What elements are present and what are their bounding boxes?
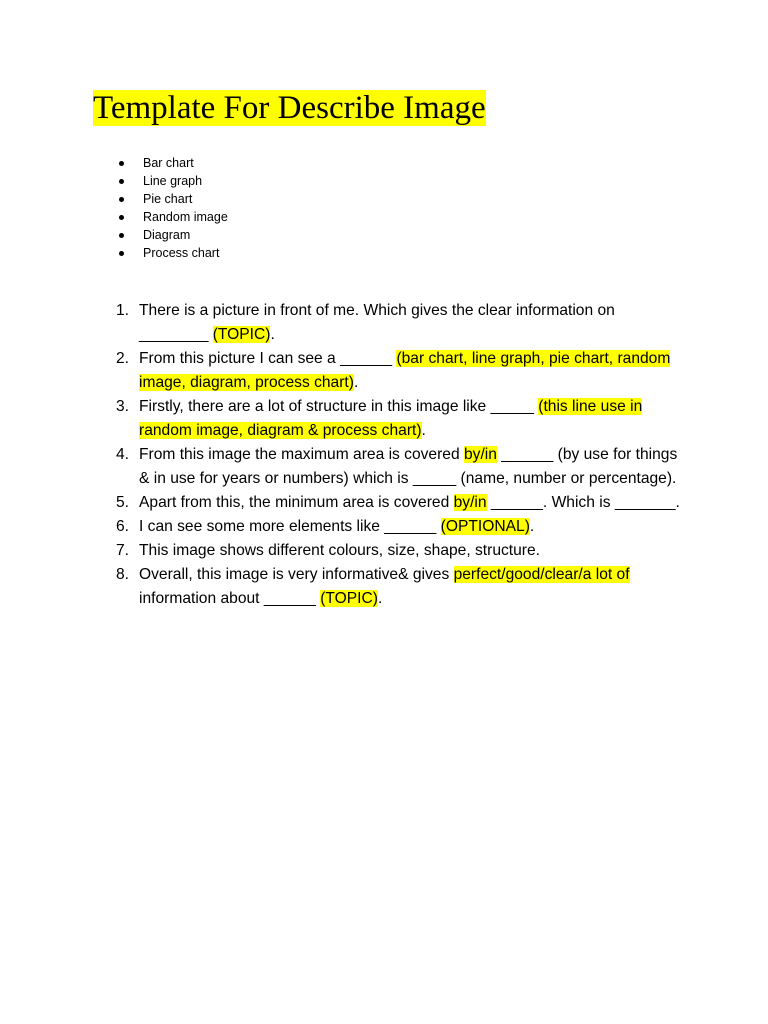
template-steps-list [116,299,686,611]
step-text: . [421,422,426,439]
step-highlight-text: perfect/good/clear/a lot of [453,566,630,583]
step-text: ______ (by use for things & in use for years or numbers) which is _____ (name, number or percentage). [139,446,678,487]
step-text: information about ______ [139,590,321,607]
step-number: 4. [116,446,130,463]
image-type-item: Diagram [118,226,228,244]
template-step [116,299,686,347]
template-step [116,491,686,515]
step-text: This image shows different colours, size, shape, structure. [139,542,540,559]
image-type-list [118,154,228,262]
step-text: There is a picture in front of me. Which gives the clear information on ________ [139,302,615,343]
step-highlight-text: (bar chart, line graph, pie chart, random image, diagram, process chart) [139,350,671,391]
step-number: 8. [116,566,130,583]
image-type-item: Process chart [118,244,228,262]
step-text: From this picture I can see a ______ [139,350,397,367]
step-text: . [377,590,383,607]
step-text: . [353,374,359,391]
step-highlight-text: (OPTIONAL) [440,518,530,535]
step-text: . [529,518,535,535]
template-step [116,395,686,443]
step-number: 2. [116,350,130,367]
step-highlight-text: by/in [463,446,497,463]
title-highlight: Template For Describe Image [93,90,486,126]
template-step [116,515,686,539]
step-text: Apart from this, the minimum area is covered [139,494,454,511]
step-number: 6. [116,518,130,535]
step-number: 7. [116,542,130,559]
image-type-item: Random image [118,208,228,226]
image-type-item: Line graph [118,172,228,190]
document-title [93,88,486,128]
step-text: Overall, this image is very informative& gives [139,566,454,583]
template-step [116,539,686,563]
template-step [116,347,686,395]
step-highlight-text: (TOPIC) [212,326,271,343]
step-highlight-text: (TOPIC) [320,590,378,607]
template-step [116,443,686,491]
image-type-item: Bar chart [118,154,228,172]
step-highlight-text: by/in [453,494,487,511]
step-number: 3. [116,398,130,415]
step-text: . [270,326,275,343]
image-type-item: Pie chart [118,190,228,208]
step-text: From this image the maximum area is covered [139,446,464,463]
step-text: Firstly, there are a lot of structure in this image like _____ [139,398,539,415]
step-text: ______. Which is _______. [486,494,680,511]
step-text: I can see some more elements like ______ [139,518,441,535]
step-number: 1. [116,302,130,319]
template-step [116,563,686,611]
step-highlight-text: (this line use in random image, diagram & process chart) [139,398,643,439]
step-number: 5. [116,494,130,511]
